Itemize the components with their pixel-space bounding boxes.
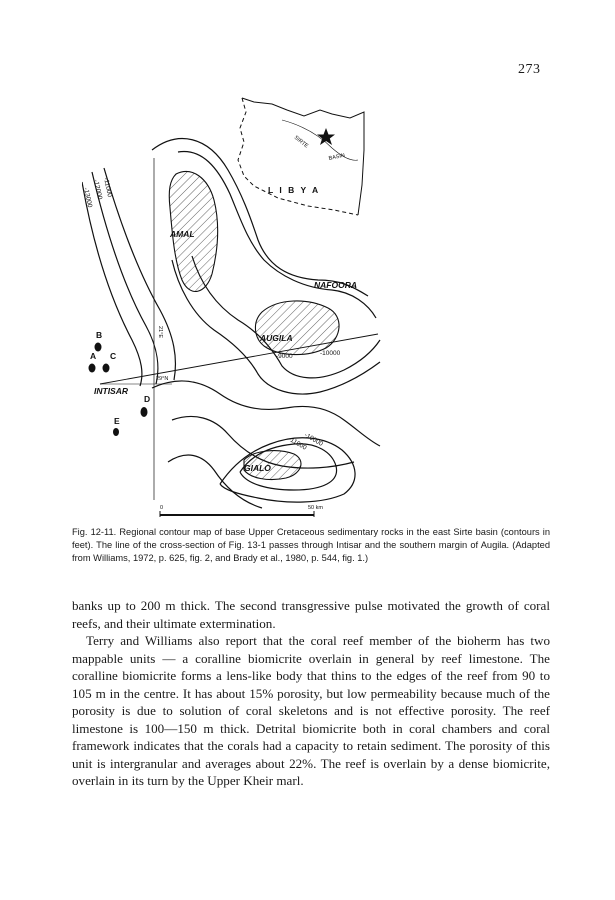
body-text [72, 597, 550, 790]
amal-label: AMAL [170, 229, 195, 239]
field-a-label: A [90, 351, 97, 361]
contour-label-11000: -11000 [102, 176, 114, 198]
augila-label: AUGILA [260, 333, 293, 343]
longitude-label: 21°E [157, 326, 163, 338]
cross-section-line [100, 334, 378, 384]
contour-label-gialo-10000: -10000 [303, 431, 325, 448]
field-d-label: D [144, 394, 151, 404]
contour-label-12000: -12000 [92, 178, 104, 201]
intisar-label: INTISAR [94, 386, 128, 396]
contour-label-gialo-11000: -11000 [287, 435, 308, 452]
libya-coast-outline [242, 98, 364, 215]
basin-label: BASIN [328, 152, 346, 162]
nafoora-label: NAFOORA [314, 280, 357, 290]
contour-line-south-upper [152, 381, 380, 446]
scale-bar [160, 505, 323, 517]
scale-start-label: 0 [160, 505, 164, 511]
sirte-basin-axis [282, 120, 358, 160]
paragraph: Terry and Williams also report that the coral reef member of the bioherm has two mappable units — a coralline biomicrite overlain in general by reef limestone. The coralline biomicrite forms a lens-like body that thins to the edges of the reef from 90 to 105 m in the centre. It has about 15% porosity, but low permeability because much of the porosity is due to solution of coral skeletons and is not effective porosity. The reef limestone is 100—150 m thick. Detrital biomicrite both in coral chambers and coral framework indicates that the corals had a capacity to retain sediment. The porosity of this unit is intergranular and averages about 22%. The reef is overlain by a dense biomicrite, overlain in its turn by the Upper Kheir marl. [72, 633, 550, 788]
figure-caption: Fig. 12-11. Regional contour map of base Upper Cretaceous sedimentary rocks in the east Sirte basin (contours in feet). The line of the cross-section of Fig. 13-1 passes through Intisar and the southern margin of Augila. (Adapted from Williams, 1972, p. 625, fig. 2, and Brady et al., 1980, p. 544, fig. 1.) [72, 527, 550, 563]
libya-label: L I B Y A [268, 185, 321, 195]
augila-nafoora-field [255, 301, 339, 355]
field-c-marker [103, 364, 110, 373]
gialo-label: GIALO [244, 463, 271, 473]
field-e-label: E [114, 416, 120, 426]
contour-label-9000: -9000 [276, 353, 293, 360]
field-d-marker [141, 407, 148, 417]
latitude-label: 29°N [156, 376, 169, 382]
field-b-label: B [96, 330, 103, 340]
sirte-label: SIRTE [292, 134, 310, 150]
contour-line-11000 [104, 168, 175, 380]
page-number: 273 [518, 62, 541, 77]
field-c-label: C [110, 351, 117, 361]
contour-map-figure [82, 90, 382, 520]
field-e-marker [113, 428, 119, 436]
contour-label-10000: -10000 [320, 350, 341, 357]
paragraph: banks up to 200 m thick. The second transgressive pulse motivated the growth of coral reefs, and their ultimate extermination. [72, 598, 550, 631]
contour-label-13000: -13000 [82, 186, 94, 209]
contour-map [82, 90, 382, 520]
contour-line-12000 [92, 172, 158, 384]
scale-end-label: 50 km [308, 505, 323, 511]
field-a-marker [89, 364, 96, 373]
